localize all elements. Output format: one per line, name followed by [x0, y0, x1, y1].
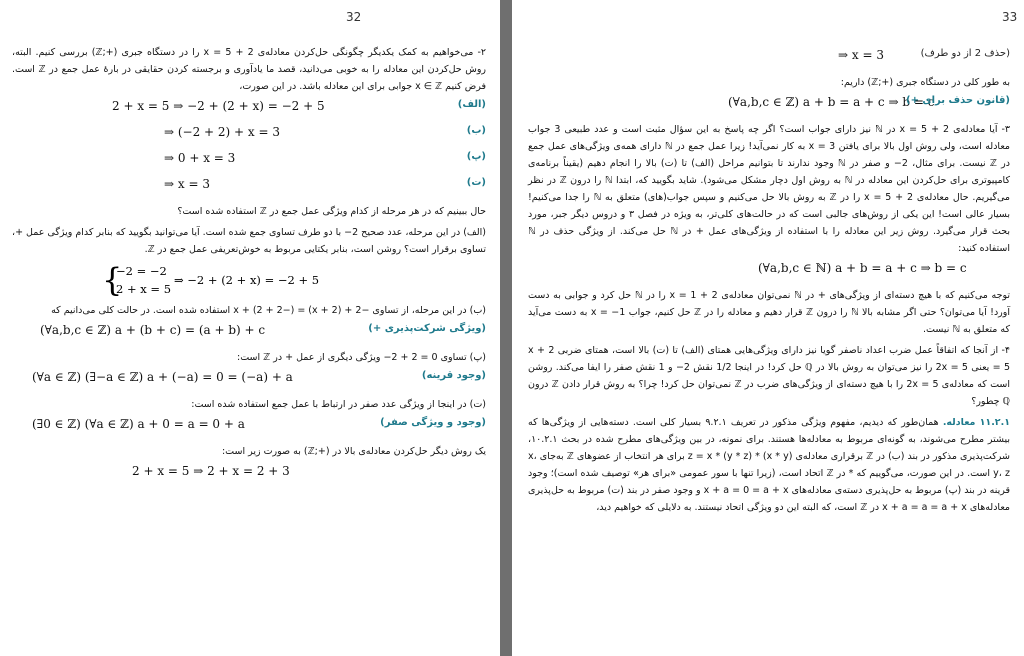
system-line-1: −2 = −2 [116, 264, 167, 278]
step-be-label: (ب) [466, 125, 486, 136]
inverse-eq [12, 370, 486, 396]
step-be-math: ⇒ (−2 + 2) + x = 3 [164, 125, 281, 139]
right-page [512, 0, 1024, 656]
alef-explanation: (الف) در این مرحله، عدد صحیح 2− با دو طرف تساوی جمع شده است. آیا می‌توانید بگویید که بنابر کدام ویژگی عمل +، تساوی برقرار است؟ روشن است، بنابر یکتایی مربوط به خوش‌تعریفی عمل جمع در ℤ. [12, 227, 487, 255]
step-te [12, 177, 486, 203]
step-be [12, 125, 486, 151]
question-paragraph: حال ببینیم که در هر مرحله از کدام ویژگی عمل جمع در ℤ استفاده شده است؟ [177, 206, 486, 217]
page-number-left: 32 [346, 10, 362, 24]
page-number-right: 33 [1002, 10, 1018, 24]
step-pe-label: (پ) [466, 151, 486, 162]
cancel-law-eq [528, 95, 1010, 121]
paragraph-4: ۴- از آنجا که اتفاقاً عمل ضرب اعداد ناصفر گویا نیز دارای ویژگی‌هایی همتای (الف) تا (ت) بالا است، همتای ضربی 2 + x = 5 یعنی 2x = 5 را نیز می‌توان به روش بالا در ℚ حل کرد! در اینجا 1/2 نقش 2− و 1 نقش صفر را ایفا می‌کند. روشن است که معادله‌ی 2x = 5 را با هیچ دسته‌ای از ویژگی‌های ضرب در ℤ نمی‌توان حل کرد! چرا؟ به روش قرار دادن ℤ درون ℚ چطور؟ [528, 345, 1011, 407]
associativity-label: (ویژگی شرکت‌پذیری +) [368, 323, 486, 334]
zero-math: (∃0 ∈ ℤ) (∀a ∈ ℤ) a + 0 = a = 0 + a [32, 417, 245, 431]
section-paragraph [528, 414, 1010, 516]
system-brace: { [102, 261, 123, 299]
top-eq-label: (حذف 2 از دو طرف) [920, 48, 1010, 59]
equation-system [12, 262, 486, 302]
te-explanation: (ت) در اینجا از ویژگی عدد صفر در ارتباط با عمل جمع استفاده شده است: [191, 399, 486, 410]
system-result: ⇒ −2 + (2 + x) = −2 + 5 [174, 273, 320, 287]
section-title: معادله. [942, 417, 976, 428]
another-method-paragraph: یک روش دیگر حل‌کردن معادله‌ی بالا در (+;ℤ) به صورت زیر است: [221, 446, 486, 457]
step-alef-label: (الف) [457, 99, 486, 110]
pe-explanation: (پ) تساوی 0 = 2 + 2− ویژگی دیگری از عمل + در ℤ است: [237, 352, 486, 363]
step-te-label: (ت) [466, 177, 486, 188]
system-line-2: 2 + x = 5 [116, 282, 172, 296]
paragraph-3: ۳- آیا معادله‌ی 2 + x = 5 در ℕ نیز دارای جواب است؟ اگر چه پاسخ به این سؤال مثبت است و عدد طبیعی 3 جواب معادله است، ولی روش اول بالا برای یافتن x = 3 به کار نمی‌آید! زیرا عمل جمع در ℕ دارای همه‌ی ویژگی‌های عمل جمع در ℤ نیست. برای مثال، 2− و صفر در ℕ وجود ندارند تا بتوانیم مراحل (الف) تا (ت) بالا را انجام دهیم (یقیناً برنامه‌ی کامپیوتری برای حل‌کردن این معادله در ℕ به روش اول دچار مشکل می‌شود). شاید بگویید که، ابتدا ℕ را درون ℤ در نظر می‌گیریم. حال معادله‌ی 2 + x = 5 را در ℤ به روش بالا حل می‌کنیم و سپس جواب(های) متعلق به ℕ را جدا می‌کنیم! بسیار عالی است! این یکی از روش‌های جالبی است که در حالت‌های کلی‌تر، به ویژه در فصل ۳ و دروس دیگر جبر، مورد بحث قرار می‌گیرد. روش زیر این معادله را با استفاده از ویژگی‌های عمل + در ℕ حل می‌کند. از ویژگی حذف در ℕ استفاده کنید: [528, 124, 1011, 254]
zero-eq [12, 417, 486, 443]
last-eq-math: 2 + x = 5 ⇒ 2 + x = 2 + 3 [132, 464, 290, 478]
step-pe [12, 151, 486, 177]
general-paragraph: به طور کلی در دستگاه جبری (+;ℤ) داریم: [840, 77, 1010, 88]
section-number: ۱۱.۲.۱ [979, 417, 1011, 428]
associativity-math: (∀a,b,c ∈ ℤ) a + (b + c) = (a + b) + c [40, 323, 266, 337]
inverse-label: (وجود قرینه) [421, 370, 486, 381]
cancel-law-math: (∀a,b,c ∈ ℤ) a + b = a + c ⇒ b = c [728, 95, 935, 109]
section-body: همان‌طور که دیدیم، مفهوم ویژگی مذکور در تعریف ۹.۲.۱ بسیار کلی است. دسته‌هایی از ویژگی‌ها که بیشتر مطرح می‌شوند، به گونه‌ای مربوط به معادله‌ها هستند. برای نمونه، در بین ویژگی‌های مطرح شده در بحث ۱۰.۲.۱، شرکت‌پذیری مذکور در بند (ب) در ℤ برقراری معادله‌ی (x * y) * z = x * (y * z) برای هر انتخاب از عضوهای ℤ به‌جای x، y، z است. در این صورت، می‌گوییم که * در ℤ اتحاد است، (زیرا تنها با سور عمومی «برای هر» توصیف شده است)؛ وجود قرینه در بند (پ) مربوط به حل‌پذیری دسته‌ی معادله‌های x + a = 0 = a + x و وجود صفر در بند (ت) مربوط به حل‌پذیری معادله‌های x + a = a = a + x در ℤ است، که البته این دو ویژگی اتحاد نیستند. به دلایلی که خواهیم دید، [528, 417, 1011, 513]
cancel-n-math: (∀a,b,c ∈ ℕ) a + b = a + c ⇒ b = c [758, 261, 967, 275]
inverse-math: (∀a ∈ ℤ) (∃−a ∈ ℤ) a + (−a) = 0 = (−a) + a [32, 370, 293, 384]
associativity-eq [12, 323, 486, 349]
top-eq-math: ⇒ x = 3 [838, 48, 884, 62]
page-gutter [500, 0, 512, 656]
intro-paragraph: ۲- می‌خواهیم به کمک یکدیگر چگونگی حل‌کردن معادله‌ی 2 + x = 5 را در دستگاه جبری (+;ℤ) بررسی کنیم. البته، روش حل‌کردن این معادله را به خوبی می‌دانید، قصد ما یادآوری و برجسته کردن حقایقی در بارهٔ عمل جمع در ℤ است. فرض کنیم x ∈ ℤ جوابی برای این معادله باشد. در این صورت، [12, 47, 487, 92]
step-alef-math: 2 + x = 5 ⇒ −2 + (2 + x) = −2 + 5 [112, 99, 325, 113]
step-te-math: ⇒ x = 3 [164, 177, 210, 191]
zero-label: (وجود و ویژگی صفر) [380, 417, 486, 428]
cancel-n-eq [528, 261, 1010, 287]
last-eq [12, 464, 486, 490]
top-eq [528, 48, 1010, 74]
step-pe-math: ⇒ 0 + x = 3 [164, 151, 236, 165]
be-explanation: (ب) در این مرحله، از تساوی −2 + (2 + x) = (−2 + 2) + x استفاده شده است. در حالت کلی می‌دانیم که [51, 305, 486, 316]
cancel-law-label: (قانون حذف برای +) [906, 95, 1010, 106]
note-paragraph: توجه می‌کنیم که با هیچ دسته‌ای از ویژگی‌های + در ℕ نمی‌توان معادله‌ی 2 + x = 1 را در ℕ حل کرد و جوابی به دست آورد! آیا می‌توان؟ حتی اگر مشابه بالا ℕ را درون ℤ قرار دهیم و معادله را در ℤ حل کنیم، جواب 1− = x به دست می‌آید که متعلق به ℕ نیست. [528, 290, 1011, 335]
step-alef [12, 99, 486, 125]
left-page [0, 0, 500, 656]
